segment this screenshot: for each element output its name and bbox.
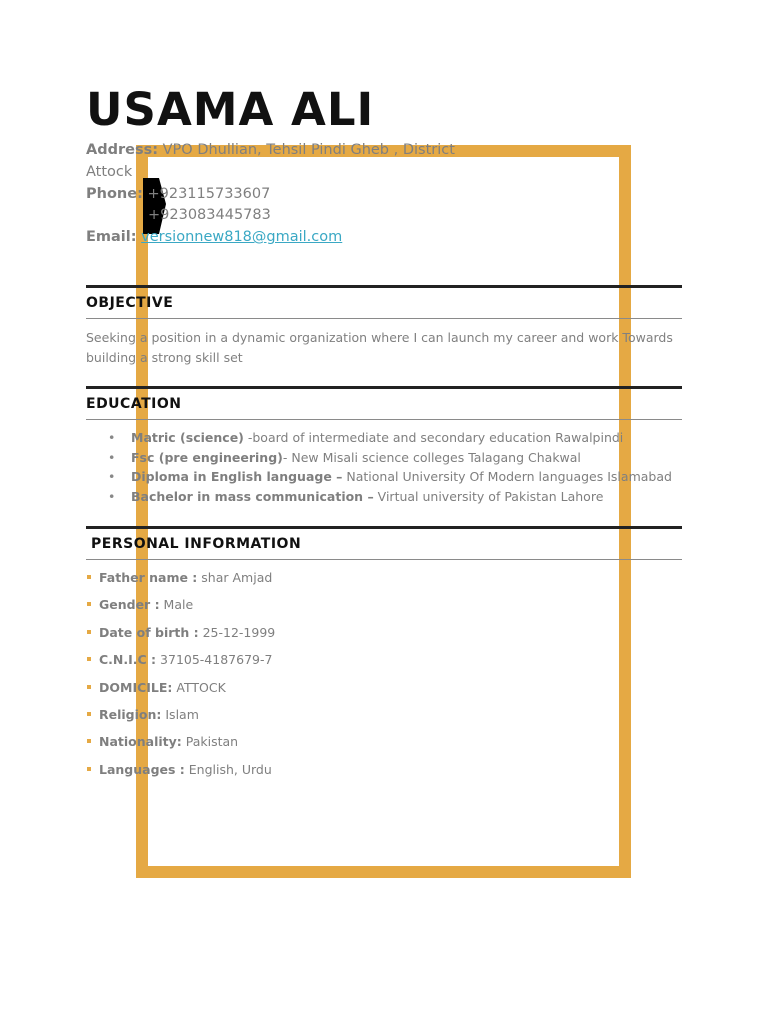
info-label: Father name : bbox=[99, 570, 198, 585]
bullet-square-icon bbox=[87, 685, 91, 689]
list-item bbox=[86, 678, 682, 705]
list-item bbox=[86, 428, 682, 448]
objective-text-line: Seeking a position in a dynamic organization where I can launch my career and work Towards bbox=[86, 330, 673, 345]
list-item bbox=[86, 487, 682, 507]
education-degree: Bachelor in mass communication – bbox=[131, 488, 374, 504]
address-label: Address: bbox=[86, 142, 159, 158]
info-value: Pakistan bbox=[181, 734, 239, 750]
info-label: DOMICILE: bbox=[99, 679, 173, 695]
phone-secondary: +923083445783 bbox=[148, 207, 271, 224]
bullet-square-icon bbox=[87, 739, 91, 743]
info-value: Male bbox=[159, 597, 194, 613]
list-item bbox=[86, 732, 682, 759]
bullet-icon: • bbox=[108, 430, 116, 445]
education-degree: Fsc (pre engineering) bbox=[131, 449, 283, 465]
candidate-name: USAMA ALI bbox=[86, 83, 375, 136]
personal-info-section bbox=[86, 526, 682, 787]
education-heading: EDUCATION bbox=[86, 396, 182, 412]
info-label: Languages : bbox=[99, 761, 185, 777]
info-value: Islam bbox=[161, 706, 199, 722]
list-item bbox=[86, 650, 682, 677]
phone-label: Phone: bbox=[86, 185, 143, 202]
section-underline bbox=[86, 318, 682, 319]
education-institution: Virtual university of Pakistan Lahore bbox=[373, 488, 604, 504]
bullet-square-icon bbox=[87, 602, 91, 606]
email-link[interactable]: versionnew818@gmail.com bbox=[141, 229, 343, 246]
education-institution: National University Of Modern languages Islamabad bbox=[342, 469, 672, 485]
info-value: ATTOCK bbox=[172, 679, 226, 695]
info-value: English, Urdu bbox=[184, 761, 272, 777]
list-item bbox=[86, 448, 682, 468]
personal-info-list bbox=[86, 568, 682, 787]
education-list bbox=[86, 428, 682, 506]
info-label: Gender : bbox=[99, 597, 160, 613]
objective-heading: OBJECTIVE bbox=[86, 295, 174, 311]
info-label: C.N.I.C : bbox=[99, 652, 157, 668]
header-block bbox=[86, 82, 682, 249]
objective-text bbox=[86, 328, 682, 368]
bullet-square-icon bbox=[87, 657, 91, 661]
address-value: VPO Dhullian, Tehsil Pindi Gheb , District bbox=[158, 142, 455, 158]
list-item bbox=[86, 705, 682, 732]
list-item bbox=[86, 467, 682, 487]
info-value: 25-12-1999 bbox=[198, 624, 276, 640]
list-item bbox=[86, 623, 682, 650]
phone-line bbox=[86, 184, 682, 206]
education-section bbox=[86, 386, 682, 506]
education-degree: Diploma in English language – bbox=[131, 469, 343, 485]
contact-info bbox=[86, 140, 682, 249]
education-institution: -board of intermediate and secondary education Rawalpindi bbox=[243, 430, 624, 445]
section-underline bbox=[86, 559, 682, 560]
objective-section bbox=[86, 285, 682, 368]
address-line bbox=[86, 140, 682, 162]
bullet-square-icon bbox=[87, 575, 91, 579]
email-line bbox=[86, 227, 682, 249]
personal-info-heading: PERSONAL INFORMATION bbox=[91, 536, 302, 552]
bullet-square-icon bbox=[87, 767, 91, 771]
bullet-square-icon bbox=[87, 630, 91, 634]
list-item bbox=[86, 595, 682, 622]
info-label: Date of birth : bbox=[99, 624, 199, 640]
bullet-icon: • bbox=[108, 469, 116, 485]
info-label: Nationality: bbox=[99, 734, 182, 750]
education-degree: Matric (science) bbox=[131, 430, 244, 445]
info-value: 37105-4187679-7 bbox=[156, 652, 273, 668]
bullet-icon: • bbox=[108, 488, 116, 504]
objective-text-line: building a strong skill set bbox=[86, 350, 243, 365]
bullet-icon: • bbox=[108, 449, 116, 465]
list-item bbox=[86, 760, 682, 787]
info-value: shar Amjad bbox=[197, 570, 273, 585]
list-item bbox=[86, 568, 682, 595]
email-label: Email: bbox=[86, 229, 137, 246]
education-institution: - New Misali science colleges Talagang Chakwal bbox=[282, 449, 581, 465]
bullet-square-icon bbox=[87, 712, 91, 716]
address-line-2: Attock bbox=[86, 163, 133, 180]
phone-primary: +923115733607 bbox=[147, 185, 271, 202]
info-label: Religion: bbox=[99, 706, 162, 722]
section-underline bbox=[86, 419, 682, 420]
